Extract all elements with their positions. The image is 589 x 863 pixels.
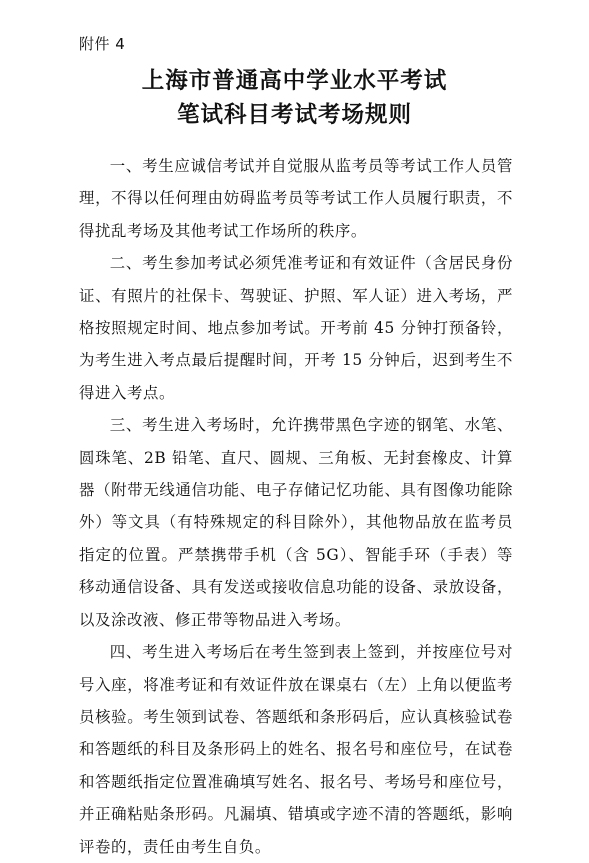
attachment-label: 附件 4 xyxy=(79,35,126,53)
rule-paragraph-4: 四、考生进入考场后在考生签到表上签到，并按座位号对号入座，将准考证和有效证件放在课桌右（左）上角以便监考员核验。考生领到试卷、答题纸和条形码后，应认真核验试卷和答题纸的科目及条形码上的姓名、报名号和座位号，在试卷和答题纸指定位置准确填写姓名、报名号、考场号和座位号，并正确粘贴条形码。凡漏填、错填或字迹不清的答题纸，影响评卷的，责任由考生自负。 xyxy=(79,643,513,856)
document-body xyxy=(79,150,513,863)
document-title-line-2: 笔试科目考试考场规则 xyxy=(176,102,412,128)
rule-paragraph-3: 三、考生进入考场时，允许携带黑色字迹的钢笔、水笔、圆珠笔、2B 铅笔、直尺、圆规、三角板、无封套橡皮、计算器（附带无线通信功能、电子存储记忆功能、具有图像功能除外）等文具（有特殊规定的科目除外），其他物品放在监考员指定的位置。严禁携带手机（含 5G）、智能手环（手表）等移动通信设备、具有发送或接收信息功能的设备、录放设备，以及涂改液、修正带等物品进入考场。 xyxy=(79,416,513,629)
rule-paragraph-1: 一、考生应诚信考试并自觉服从监考员等考试工作人员管理，不得以任何理由妨碍监考员等考试工作人员履行职责，不得扰乱考场及其他考试工作场所的秩序。 xyxy=(79,157,513,240)
document-title-line-1: 上海市普通高中学业水平考试 xyxy=(141,68,448,94)
rule-paragraph-2: 二、考生参加考试必须凭准考证和有效证件（含居民身份证、有照片的社保卡、驾驶证、护照、军人证）进入考场，严格按照规定时间、地点参加考试。开考前 45 分钟打预备铃，为考生进入考点最后提醒时间，开考 15 分钟后，迟到考生不得进入考点。 xyxy=(79,254,513,402)
